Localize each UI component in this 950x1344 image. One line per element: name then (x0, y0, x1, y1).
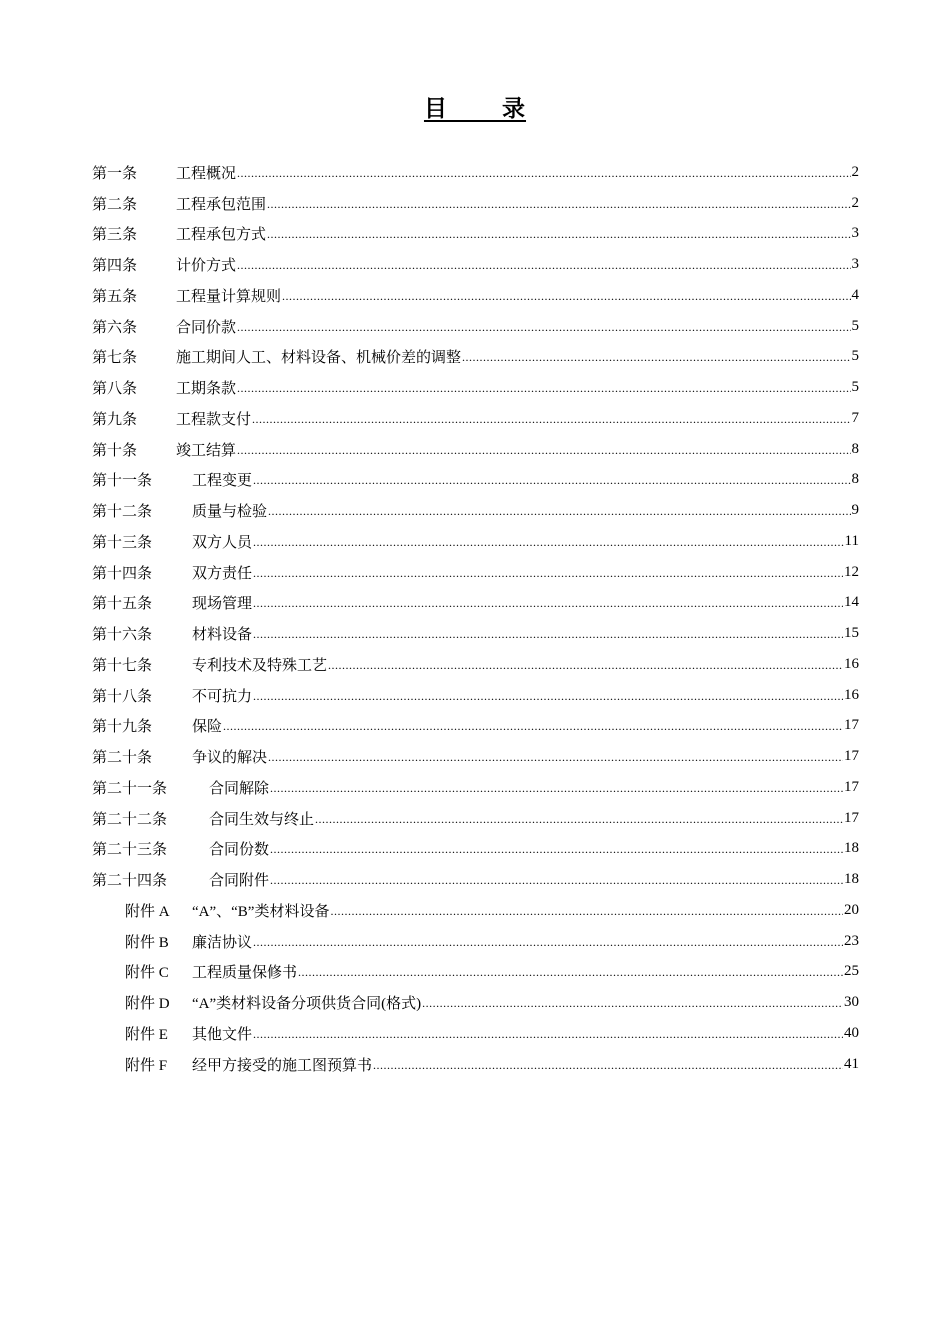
toc-entry-label: 第六条 (92, 319, 138, 336)
toc-entry-label: 第四条 (92, 258, 138, 275)
toc-entry[interactable] (92, 649, 859, 680)
toc-entry[interactable] (92, 741, 859, 772)
toc-entry-label: 第十一条 (92, 473, 153, 490)
toc-entry-page-number: 14 (844, 594, 859, 611)
toc-entry[interactable] (92, 342, 859, 373)
toc-entry[interactable] (92, 864, 859, 895)
toc-dot-leader (237, 319, 850, 334)
toc-entry-title: 其他文件 (192, 1026, 253, 1043)
toc-entry[interactable] (92, 987, 859, 1018)
toc-entry-label: 附件 A (125, 903, 170, 920)
table-of-contents (92, 157, 859, 1080)
toc-entry[interactable] (92, 834, 859, 865)
toc-dot-leader (298, 964, 843, 979)
toc-entry[interactable] (92, 618, 859, 649)
toc-dot-leader (237, 257, 850, 272)
toc-dot-leader (462, 349, 850, 364)
toc-dot-leader (253, 626, 843, 641)
toc-entry-label: 第二十条 (92, 750, 153, 767)
toc-entry-title: 廉洁协议 (192, 934, 253, 951)
toc-dot-leader (253, 934, 843, 949)
toc-entry-title: 施工期间人工、材料设备、机械价差的调整 (176, 350, 462, 367)
toc-entry-title: 质量与检验 (192, 504, 268, 521)
toc-dot-leader (237, 442, 850, 457)
toc-entry-label: 第十五条 (92, 596, 153, 613)
toc-dot-leader (268, 503, 850, 518)
toc-entry[interactable] (92, 311, 859, 342)
toc-entry-page-number: 17 (844, 778, 859, 795)
toc-dot-leader (253, 565, 843, 580)
toc-entry-label: 第二十三条 (92, 842, 168, 859)
toc-dot-leader (267, 226, 850, 241)
toc-entry-page-number: 17 (844, 717, 859, 734)
toc-entry-page-number: 20 (844, 901, 859, 918)
toc-entry-title: 工程承包范围 (176, 196, 267, 213)
toc-entry-label: 第十三条 (92, 534, 153, 551)
toc-entry-page-number: 17 (844, 748, 859, 765)
toc-entry-label: 第二十二条 (92, 811, 168, 828)
toc-entry-label: 第十条 (92, 442, 138, 459)
toc-entry[interactable] (92, 280, 859, 311)
toc-entry[interactable] (92, 895, 859, 926)
toc-entry-label: 附件 F (125, 1057, 168, 1074)
toc-entry-label: 附件 C (125, 965, 169, 982)
toc-dot-leader (315, 811, 843, 826)
toc-entry[interactable] (92, 1018, 859, 1049)
toc-entry-title: 双方责任 (192, 565, 253, 582)
toc-dot-leader (252, 411, 850, 426)
toc-entry-title: 计价方式 (176, 258, 237, 275)
toc-entry-title: 材料设备 (192, 627, 253, 644)
toc-dot-leader (270, 841, 843, 856)
toc-entry-label: 第三条 (92, 227, 138, 244)
toc-dot-leader (268, 749, 843, 764)
toc-entry[interactable] (92, 403, 859, 434)
toc-entry-label: 第十四条 (92, 565, 153, 582)
toc-dot-leader (373, 1057, 843, 1072)
toc-entry-title: 经甲方接受的施工图预算书 (192, 1057, 373, 1074)
toc-entry[interactable] (92, 434, 859, 465)
toc-dot-leader (253, 688, 843, 703)
toc-entry-label: 第九条 (92, 411, 138, 428)
toc-entry-title: 工程质量保修书 (192, 965, 298, 982)
toc-entry-page-number: 8 (851, 471, 859, 488)
toc-entry-page-number: 3 (851, 225, 859, 242)
toc-dot-leader (422, 995, 843, 1010)
toc-entry[interactable] (92, 249, 859, 280)
toc-dot-leader (223, 718, 843, 733)
toc-entry-page-number: 18 (844, 871, 859, 888)
toc-entry-page-number: 18 (844, 840, 859, 857)
toc-dot-leader (328, 657, 843, 672)
toc-entry-page-number: 15 (844, 625, 859, 642)
toc-dot-leader (253, 1026, 843, 1041)
toc-entry-page-number: 5 (851, 348, 859, 365)
toc-entry-page-number: 2 (851, 163, 859, 180)
toc-entry-page-number: 17 (844, 809, 859, 826)
toc-dot-leader (282, 288, 850, 303)
toc-dot-leader (253, 534, 844, 549)
toc-entry[interactable] (92, 1049, 859, 1080)
toc-entry-label: 第二条 (92, 196, 138, 213)
toc-entry-label: 第十六条 (92, 627, 153, 644)
toc-entry-page-number: 25 (844, 963, 859, 980)
toc-entry[interactable] (92, 680, 859, 711)
toc-entry[interactable] (92, 957, 859, 988)
toc-entry-page-number: 9 (851, 502, 859, 519)
toc-entry-title: 合同份数 (209, 842, 270, 859)
toc-entry-page-number: 5 (851, 317, 859, 334)
toc-entry-title: 竣工结算 (176, 442, 237, 459)
toc-entry-title: 不可抗力 (192, 688, 253, 705)
toc-entry-label: 第一条 (92, 165, 138, 182)
toc-entry-page-number: 2 (851, 194, 859, 211)
toc-entry-title: “A”、“B”类材料设备 (192, 903, 330, 920)
toc-entry-title: 工程概况 (176, 165, 237, 182)
toc-entry-title: 工期条款 (176, 381, 237, 398)
toc-entry-title: 合同解除 (209, 780, 270, 797)
toc-entry[interactable] (92, 157, 859, 188)
toc-entry[interactable] (92, 803, 859, 834)
toc-entry[interactable] (92, 219, 859, 250)
toc-entry[interactable] (92, 372, 859, 403)
toc-dot-leader (270, 780, 843, 795)
toc-entry-page-number: 23 (844, 932, 859, 949)
toc-entry-label: 第十七条 (92, 657, 153, 674)
toc-entry-label: 第七条 (92, 350, 138, 367)
toc-entry-title: 双方人员 (192, 534, 253, 551)
toc-entry-title: 保险 (192, 719, 223, 736)
toc-dot-leader (237, 165, 850, 180)
toc-heading-text: 目 录 (423, 96, 527, 122)
toc-entry-title: 工程款支付 (176, 411, 252, 428)
toc-entry-page-number: 12 (844, 563, 859, 580)
toc-entry[interactable] (92, 495, 859, 526)
toc-entry-label: 第八条 (92, 381, 138, 398)
toc-entry[interactable] (92, 557, 859, 588)
toc-entry-label: 附件 D (125, 996, 170, 1013)
toc-entry-page-number: 5 (851, 379, 859, 396)
toc-entry-title: 现场管理 (192, 596, 253, 613)
toc-entry[interactable] (92, 926, 859, 957)
toc-entry-page-number: 41 (844, 1055, 859, 1072)
toc-entry[interactable] (92, 588, 859, 619)
toc-entry-label: 第二十四条 (92, 873, 168, 890)
toc-entry-label: 附件 E (125, 1026, 168, 1043)
toc-entry-label: 第十二条 (92, 504, 153, 521)
toc-entry-label: 第五条 (92, 288, 138, 305)
toc-entry-title: “A”类材料设备分项供货合同(格式) (192, 996, 422, 1013)
toc-entry-title: 工程量计算规则 (176, 288, 282, 305)
toc-entry-title: 专利技术及特殊工艺 (192, 657, 328, 674)
toc-entry-page-number: 16 (844, 655, 859, 672)
toc-entry[interactable] (92, 711, 859, 742)
toc-dot-leader (253, 472, 850, 487)
toc-entry-title: 工程变更 (192, 473, 253, 490)
toc-entry-page-number: 30 (844, 994, 859, 1011)
toc-entry-page-number: 4 (851, 286, 859, 303)
toc-entry-label: 第十九条 (92, 719, 153, 736)
toc-entry[interactable] (92, 465, 859, 496)
toc-entry[interactable] (92, 188, 859, 219)
toc-entry-label: 第二十一条 (92, 780, 168, 797)
toc-entry[interactable] (92, 526, 859, 557)
toc-entry-title: 合同生效与终止 (209, 811, 315, 828)
toc-heading (0, 90, 950, 123)
toc-entry-page-number: 11 (844, 532, 859, 549)
toc-dot-leader (237, 380, 850, 395)
toc-dot-leader (270, 872, 843, 887)
toc-entry-title: 合同价款 (176, 319, 237, 336)
toc-entry-title: 合同附件 (209, 873, 270, 890)
toc-entry-title: 工程承包方式 (176, 227, 267, 244)
toc-dot-leader (267, 196, 850, 211)
toc-entry-page-number: 7 (851, 409, 859, 426)
toc-entry-title: 争议的解决 (192, 750, 268, 767)
toc-entry-label: 第十八条 (92, 688, 153, 705)
toc-entry-page-number: 40 (844, 1024, 859, 1041)
toc-entry[interactable] (92, 772, 859, 803)
toc-entry-label: 附件 B (125, 934, 169, 951)
toc-entry-page-number: 16 (844, 686, 859, 703)
toc-dot-leader (253, 595, 843, 610)
toc-entry-page-number: 3 (851, 256, 859, 273)
toc-entry-page-number: 8 (851, 440, 859, 457)
toc-dot-leader (330, 903, 843, 918)
